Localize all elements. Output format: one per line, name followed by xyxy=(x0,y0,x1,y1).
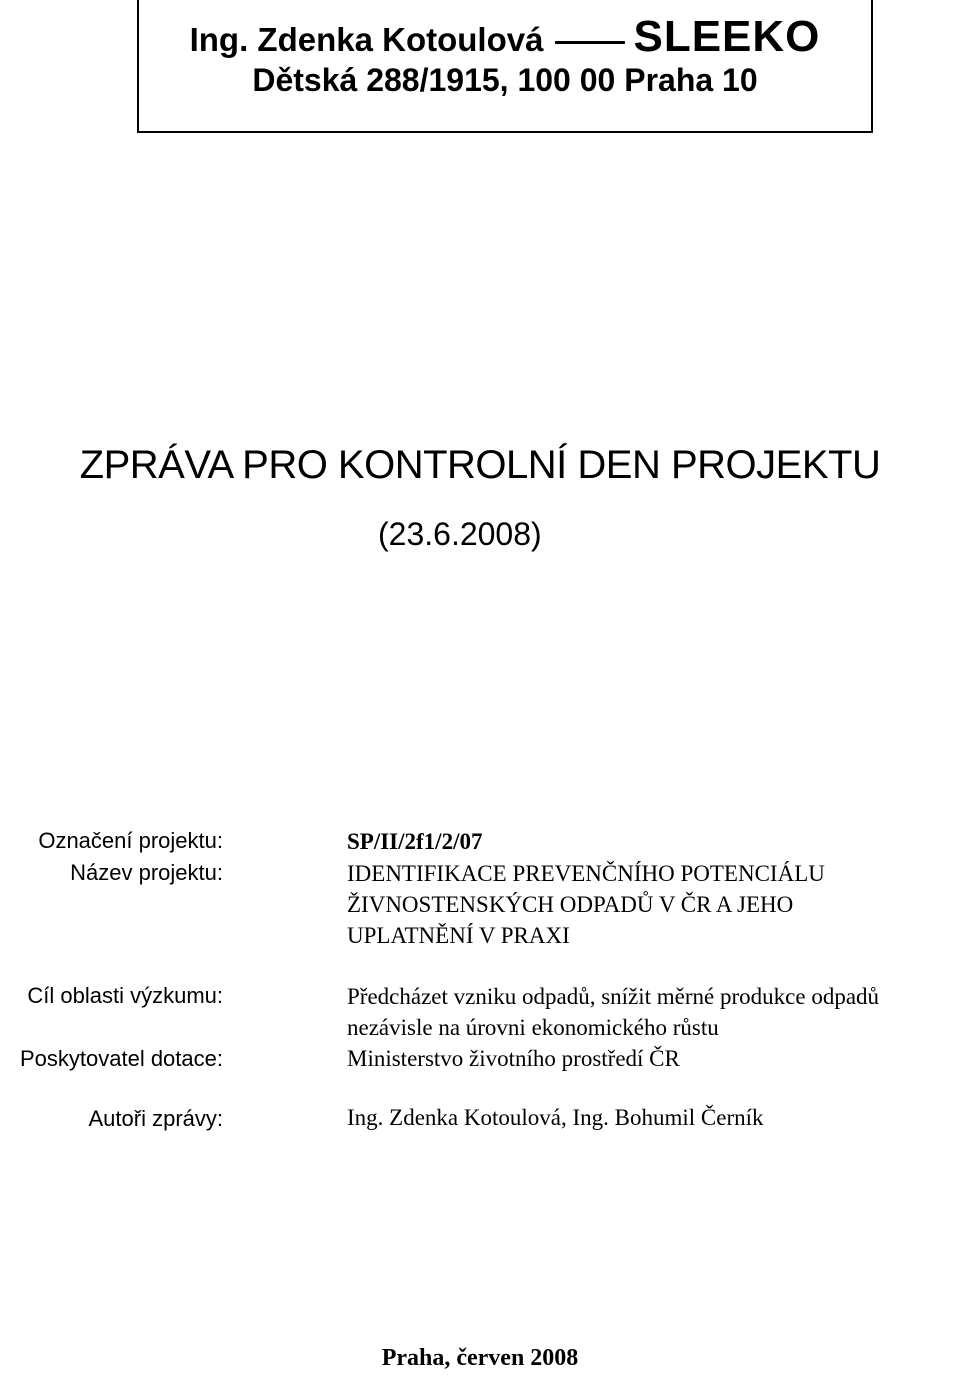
project-name-line: UPLATNĚNÍ V PRAXI xyxy=(347,923,570,948)
report-date: (23.6.2008) xyxy=(378,516,542,552)
project-name-line: IDENTIFIKACE PREVENČNÍHO POTENCIÁLU xyxy=(347,861,825,886)
header-dash xyxy=(555,41,625,44)
footer-place-date: Praha, červen 2008 xyxy=(381,1345,579,1371)
research-goal-line: Předcházet vzniku odpadů, snížit měrné produkce odpadů xyxy=(347,984,880,1009)
research-goal-line: nezávisle na úrovni ekonomického růstu xyxy=(347,1015,719,1040)
grant-provider-label: Poskytovatel dotace: xyxy=(19,1046,223,1071)
project-name-value xyxy=(347,858,825,951)
header-box xyxy=(137,0,873,133)
research-goal-label: Cíl oblasti výzkumu: xyxy=(27,983,223,1008)
header-address: Dětská 288/1915, 100 00 Praha 10 xyxy=(252,62,758,98)
authors-label: Autoři zprávy: xyxy=(88,1106,223,1131)
project-name-line: ŽIVNOSTENSKÝCH ODPADŮ V ČR A JEHO xyxy=(347,892,794,917)
project-id-label: Označení projektu: xyxy=(38,828,223,853)
header-author-name: Ing. Zdenka Kotoulová xyxy=(189,21,544,58)
research-goal-value xyxy=(347,981,879,1043)
authors-value: Ing. Zdenka Kotoulová, Ing. Bohumil Černík xyxy=(347,1105,764,1130)
project-id-value: SP/II/2f1/2/07 xyxy=(347,829,483,854)
report-title: ZPRÁVA PRO KONTROLNÍ DEN PROJEKTU xyxy=(79,443,881,487)
project-name-label: Název projektu: xyxy=(70,860,223,885)
grant-provider-value: Ministerstvo životního prostředí ČR xyxy=(347,1046,680,1071)
header-title xyxy=(139,12,871,62)
header-company: SLEEKO xyxy=(633,12,821,61)
